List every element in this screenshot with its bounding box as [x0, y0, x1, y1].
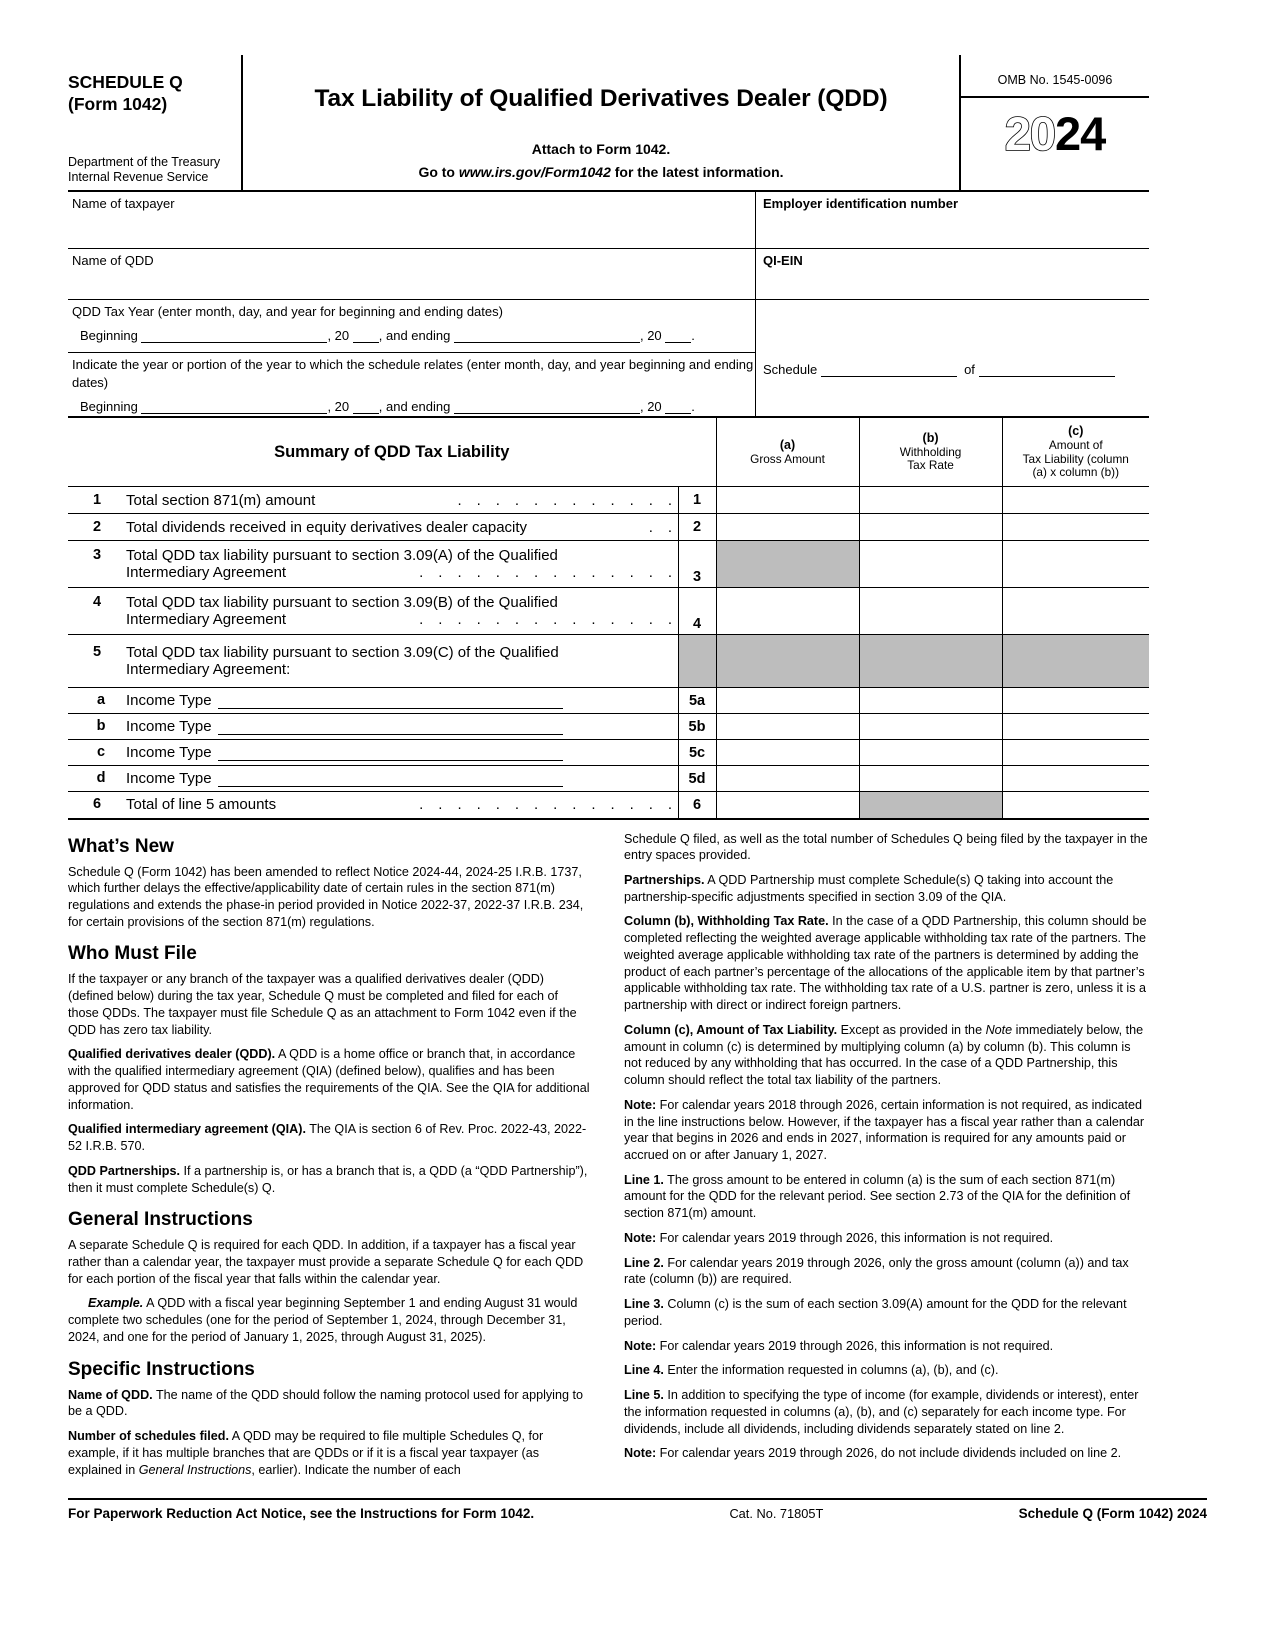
summary-title: Summary of QDD Tax Liability	[274, 442, 510, 461]
line-6-text: Total of line 5 amounts	[126, 796, 277, 814]
line-5d-index: d	[96, 770, 106, 786]
line-5d-col-c[interactable]	[1002, 766, 1149, 792]
who-must-file-heading: Who Must File	[68, 943, 197, 965]
dept-line-1: Department of the Treasury	[68, 154, 221, 169]
table-row	[68, 766, 1149, 792]
general-instructions-paragraph: A separate Schedule Q is required for each QDD. In addition, if a taxpayer has a fiscal year rather than a calendar year, the taxpayer must provide a separate Schedule Q for each QDD for each portion of the fiscal year that falls within the calendar year.	[68, 1238, 584, 1286]
line-4-instruction	[624, 1362, 1148, 1379]
line-3-number: 3	[678, 541, 716, 588]
line-5-text-1: Total QDD tax liability pursuant to section 3.09(C) of the Qualified	[126, 644, 559, 661]
column-b-label-2: Tax Rate	[907, 458, 954, 473]
line-3-col-c[interactable]	[1002, 541, 1149, 588]
qia-definition-text: The QIA is section 6 of Rev. Proc. 2022-43, 2022-52 I.R.B. 570.	[68, 1122, 587, 1154]
note-2-term: Note:	[624, 1230, 657, 1245]
line-4-text-row-1	[68, 594, 678, 611]
line-5d-income-type-blank[interactable]	[218, 771, 563, 787]
catalog-number: Cat. No. 71805T	[729, 1506, 824, 1521]
beginning-year-blank[interactable]	[353, 330, 379, 343]
form-footer	[68, 1498, 1207, 1521]
column-b-text: In the case of a QDD Partnership, this column should be completed reflecting the weighted average applicable withholding tax rate of the partners. The weighted average applicable withholding tax rate of the partners is determined by adding the product of each partner’s percentage of the allocations of the applicable item by that partner’s applicable withholding tax rate. The withholding tax rate of a U.S. partner is zero, unless it is a partnership with direct or indirect foreign partners.	[624, 914, 1147, 1013]
line-5c-text: Income Type	[126, 744, 212, 761]
instructions-left-column	[68, 831, 592, 1487]
note-3-term: Note:	[624, 1338, 657, 1353]
table-row	[68, 740, 1149, 766]
line-6-description	[68, 792, 678, 819]
qdd-tax-year-label: QDD Tax Year (enter month, day, and year for beginning and ending dates)	[72, 304, 503, 319]
qi-ein-cell[interactable]	[756, 249, 1149, 299]
partnerships-text: A QDD Partnership must complete Schedule(s) Q taking into account the partnership-specific adjustments specified in section 3.09 of the QIA.	[624, 872, 1114, 904]
line-5a-col-c[interactable]	[1002, 688, 1149, 714]
form-page	[68, 55, 1149, 1486]
number-of-schedules-text: A QDD may be required to file multiple Schedules Q, for example, if it has multiple branches that are QDDs or if it is a fiscal year taxpayer (as explained in	[68, 1429, 544, 1477]
ending-date-blank[interactable]	[454, 330, 640, 343]
line-5b-description	[68, 714, 678, 740]
header-right-block	[961, 55, 1149, 190]
column-b-paragraph	[624, 913, 1148, 1013]
line-3-dots: . . . . . . . . . . . . . .	[419, 564, 678, 581]
column-c-text-1: Except as provided in the	[837, 1022, 986, 1037]
note-1-term: Note:	[624, 1097, 657, 1112]
line-3-term: Line 3.	[624, 1297, 664, 1312]
qdd-partnerships-term: QDD Partnerships.	[68, 1163, 180, 1178]
table-header-row	[68, 418, 1149, 487]
line-5a-index: a	[96, 692, 106, 708]
column-c-letter: (c)	[1068, 423, 1084, 438]
line-4-index: 4	[92, 594, 102, 610]
table-row	[68, 514, 1149, 541]
name-of-qdd-paragraph	[68, 1387, 592, 1420]
header-title-block	[243, 55, 961, 190]
line-2-col-b[interactable]	[859, 514, 1002, 541]
line-5d-text: Income Type	[126, 770, 212, 787]
column-c-note-italic: Note	[985, 1022, 1013, 1037]
line-6-col-c[interactable]	[1002, 792, 1149, 819]
ending-date-blank-2[interactable]	[454, 401, 640, 414]
year-prefix: 20	[1004, 107, 1055, 160]
line-5-instruction-text: In addition to specifying the type of income (for example, dividends or interest), enter the information requested in columns (a), (b), and (c) separately for each income type. For dividends, include all dividends, including dividends separately stated on line 2.	[624, 1388, 1139, 1436]
specific-instructions-heading: Specific Instructions	[68, 1358, 255, 1380]
line-3-instruction-text: Column (c) is the sum of each section 3.09(A) amount for the QDD for the relevant period.	[624, 1297, 1127, 1328]
line-2-dots: . .	[648, 518, 678, 536]
line-2-text: Total dividends received in equity derivatives dealer capacity	[126, 518, 528, 536]
whats-new-paragraph: Schedule Q (Form 1042) has been amended to reflect Notice 2024-44, 2024-25 I.R.B. 1737, which further delays the effective/applicability date of certain rules in the section 871(m) regulations and extends the phase-in period provided in Notice 2022-37, 2022-37 I.R.B. 234, for certain provisions of the section 871(m) regulations.	[68, 864, 584, 929]
form-header	[68, 55, 1149, 192]
example-text: A QDD with a fiscal year beginning September 1 and ending August 31 would complete two schedules (one for the period of September 1, 2024, through December 31, 2024, and one for the period of January 1, 2025, through August 31, 2025).	[68, 1296, 578, 1344]
line-5c-number: 5c	[678, 740, 716, 766]
line-1-col-b[interactable]	[859, 487, 1002, 514]
line-5-index: 5	[92, 644, 102, 660]
schedule-of-line[interactable]	[763, 362, 1115, 377]
number-of-schedules-term: Number of schedules filed.	[68, 1429, 229, 1444]
beginning-year-blank-2[interactable]	[353, 401, 379, 414]
note-4-paragraph	[624, 1445, 1148, 1462]
of-word: of	[964, 362, 975, 377]
instructions-right-column	[624, 831, 1148, 1487]
line-4-text-1: Total QDD tax liability pursuant to section 3.09(B) of the Qualified	[126, 594, 558, 611]
line-5-term: Line 5.	[624, 1388, 664, 1403]
line-2-instruction	[624, 1255, 1148, 1288]
goto-suffix: for the latest information.	[610, 164, 784, 180]
line-4-text-row-2	[68, 611, 678, 628]
line-3-col-b[interactable]	[859, 541, 1002, 588]
taxpayer-name-label: Name of taxpayer	[72, 196, 175, 211]
line-3-description	[68, 541, 678, 588]
whats-new-heading: What’s New	[68, 835, 174, 857]
ending-year-blank[interactable]	[665, 330, 691, 343]
line-4-text-2: Intermediary Agreement	[126, 611, 287, 628]
column-c-label-3: (a) x column (b))	[1032, 465, 1120, 480]
column-c-term: Column (c), Amount of Tax Liability.	[624, 1022, 838, 1037]
dates-left-column	[68, 300, 756, 416]
line-5a-description	[68, 688, 678, 714]
schedule-number-blank[interactable]	[821, 364, 957, 377]
qdd-tax-liability-table	[68, 418, 1149, 820]
qdd-name-row	[68, 249, 1149, 300]
qdd-name-label: Name of QDD	[72, 253, 154, 268]
line-2-term: Line 2.	[624, 1255, 664, 1270]
line-5a-number: 5a	[678, 688, 716, 714]
omb-number: OMB No. 1545-0096	[961, 55, 1149, 98]
column-c-label-2: Tax Liability (column	[1022, 451, 1129, 466]
irs-url[interactable]: www.irs.gov/Form1042	[458, 164, 611, 180]
qia-definition-paragraph	[68, 1121, 592, 1154]
attach-instruction: Attach to Form 1042.	[531, 141, 671, 157]
qi-ein-label: QI-EIN	[763, 253, 803, 268]
schedule-of-cell	[756, 300, 1149, 416]
department-block	[68, 155, 220, 186]
partnerships-paragraph	[624, 872, 1148, 905]
ending-label: , and ending	[378, 328, 451, 343]
line-5-col-b	[859, 635, 1002, 688]
line-1-instruction-text: The gross amount to be entered in column (a) is the sum of each section 871(m) amount for the QDD for the relevant period. See section 2.73 of the QIA for the definition of section 871(m) amount.	[624, 1172, 1131, 1221]
period-a: .	[691, 328, 695, 343]
line-4-instruction-text: Enter the information requested in columns (a), (b), and (c).	[663, 1363, 999, 1378]
name-of-qdd-text: The name of the QDD should follow the naming protocol used for applying to be a QDD.	[68, 1387, 583, 1419]
line-2-index: 2	[92, 518, 102, 535]
line-5a-col-b[interactable]	[859, 688, 1002, 714]
line-5b-index: b	[96, 718, 106, 734]
note-3-text: For calendar years 2019 through 2026, this information is not required.	[656, 1338, 1054, 1353]
example-paragraph	[68, 1295, 592, 1345]
indicate-year-label: Indicate the year or portion of the year to which the schedule relates (enter month, day, and year beginning and ending dates)	[72, 357, 754, 390]
taxpayer-name-cell[interactable]	[68, 192, 756, 248]
line-2-col-a[interactable]	[716, 514, 859, 541]
column-a-letter: (a)	[779, 437, 796, 452]
line-5c-col-c[interactable]	[1002, 740, 1149, 766]
qdd-tax-year-box	[68, 300, 755, 353]
line-4-term: Line 4.	[624, 1363, 664, 1378]
ending-year-prefix: , 20	[639, 328, 662, 343]
line-5-description	[68, 635, 678, 688]
line-5a-col-a[interactable]	[716, 688, 859, 714]
column-c-label-1: Amount of	[1048, 437, 1103, 452]
note-1-text: For calendar years 2018 through 2026, certain information is not required, as indicated in the line instructions below. However, if the taxpayer has a fiscal year rather than a calendar year that begins in 2026 and ends in 2027, information is required for any amounts paid or accrued on or after January 1, 2027.	[624, 1097, 1145, 1162]
line-3-text-row-2	[68, 564, 678, 581]
line-5c-col-a[interactable]	[716, 740, 859, 766]
line-5d-number: 5d	[678, 766, 716, 792]
schedule-word: Schedule	[763, 362, 818, 377]
header-left-block	[68, 55, 243, 190]
line-1-index: 1	[92, 491, 102, 508]
table-row	[68, 588, 1149, 635]
dept-line-2: Internal Revenue Service	[68, 170, 209, 185]
general-instructions-heading: General Instructions	[68, 1209, 253, 1231]
name-of-qdd-term: Name of QDD.	[68, 1387, 153, 1402]
goto-prefix: Go to	[418, 164, 459, 180]
line-5-text-2: Intermediary Agreement:	[126, 661, 291, 678]
line-5-col-a	[716, 635, 859, 688]
line-4-col-a[interactable]	[716, 588, 859, 635]
line-4-col-b[interactable]	[859, 588, 1002, 635]
line-3-text-1: Total QDD tax liability pursuant to section 3.09(A) of the Qualified	[126, 547, 558, 564]
line-1-col-c[interactable]	[1002, 487, 1149, 514]
note-4-term: Note:	[624, 1446, 657, 1461]
line-5-text-row-1	[68, 644, 678, 661]
column-c-paragraph	[624, 1022, 1148, 1089]
line-5a-income-type-blank[interactable]	[218, 693, 563, 709]
ein-cell[interactable]	[756, 192, 1149, 248]
line-6-index: 6	[92, 796, 102, 813]
line-5c-index: c	[96, 744, 106, 760]
line-6-dots: . . . . . . . . . . . . . .	[419, 796, 678, 814]
line-2-instruction-text: For calendar years 2019 through 2026, only the gross amount (column (a)) and tax rate (column (b)) are required.	[624, 1255, 1129, 1287]
table-row	[68, 635, 1149, 688]
line-6-col-a[interactable]	[716, 792, 859, 819]
page-title: Tax Liability of Qualified Derivatives Dealer (QDD)	[314, 85, 888, 112]
taxpayer-name-row	[68, 192, 1149, 249]
qdd-partnerships-text: If a partnership is, or has a branch that is, a QDD (a “QDD Partnership”), then it must complete Schedule(s) Q.	[68, 1163, 588, 1195]
line-4-col-c[interactable]	[1002, 588, 1149, 635]
who-must-file-paragraph: If the taxpayer or any branch of the taxpayer was a qualified derivatives dealer (QDD) (defined below) during the tax year, Schedule Q must be completed and filed for each of those QDDs. The taxpayer must file Schedule Q as an attachment to Form 1042 even if the QDD has zero tax liability.	[68, 972, 577, 1037]
continuation-paragraph: Schedule Q filed, as well as the total number of Schedules Q being filed by the taxpayer in the entry spaces provided.	[624, 831, 1148, 863]
line-4-number: 4	[678, 588, 716, 635]
qdd-definition-text: A QDD is a home office or branch that, in accordance with the qualified intermediary agreement (QIA) (defined below), qualifies and has been approved for QDD status and satisfies the requirements of the QIA. See the QIA for additional information.	[68, 1047, 590, 1112]
qdd-tax-year-entry-line[interactable]	[72, 328, 755, 343]
line-1-instruction	[624, 1172, 1148, 1222]
line-5b-number: 5b	[678, 714, 716, 740]
line-1-description	[68, 487, 678, 514]
line-1-number: 1	[678, 487, 716, 514]
line-6-col-b	[859, 792, 1002, 819]
line-4-dots: . . . . . . . . . . . . . .	[419, 611, 678, 628]
summary-title-cell	[68, 418, 716, 487]
note-3-paragraph	[624, 1338, 1148, 1355]
line-1-text: Total section 871(m) amount	[126, 491, 316, 509]
schedule-label: SCHEDULE Q	[68, 72, 183, 92]
schedule-total-blank[interactable]	[979, 364, 1115, 377]
number-of-schedules-italic: General Instructions	[138, 1462, 252, 1477]
note-2-text: For calendar years 2019 through 2026, this information is not required.	[656, 1230, 1054, 1245]
line-5d-col-a[interactable]	[716, 766, 859, 792]
beginning-year-prefix: , 20	[327, 328, 350, 343]
line-5b-col-a[interactable]	[716, 714, 859, 740]
form-footer-identifier: Schedule Q (Form 1042) 2024	[1018, 1506, 1207, 1521]
column-a-label: Gross Amount	[750, 451, 825, 466]
line-3-instruction	[624, 1296, 1148, 1329]
line-6-number: 6	[678, 792, 716, 819]
beginning-year-prefix-2: , 20	[327, 399, 350, 414]
note-1-paragraph	[624, 1097, 1148, 1164]
line-1-dots: . . . . . . . . . . . .	[457, 491, 678, 509]
line-5d-description	[68, 766, 678, 792]
qdd-definition-term: Qualified derivatives dealer (QDD).	[68, 1047, 276, 1062]
qdd-definition-paragraph	[68, 1046, 592, 1113]
table-row	[68, 688, 1149, 714]
line-5-text-row-2	[68, 661, 678, 678]
instructions-section	[68, 831, 1149, 1487]
ending-label-2: , and ending	[378, 399, 451, 414]
line-5b-col-b[interactable]	[859, 714, 1002, 740]
table-row	[68, 487, 1149, 514]
line-5c-description	[68, 740, 678, 766]
line-5-instruction	[624, 1387, 1148, 1437]
number-of-schedules-text-2: , earlier). Indicate the number of each	[251, 1462, 461, 1477]
year-suffix: 24	[1055, 107, 1106, 160]
table-row	[68, 714, 1149, 740]
line-5-number	[678, 635, 716, 688]
column-b-label-1: Withholding	[899, 444, 962, 459]
line-3-index: 3	[92, 547, 102, 563]
line-2-col-c[interactable]	[1002, 514, 1149, 541]
schedule-identifier	[68, 55, 233, 116]
line-3-col-a	[716, 541, 859, 588]
line-1-col-a[interactable]	[716, 487, 859, 514]
line-5b-col-c[interactable]	[1002, 714, 1149, 740]
table-row	[68, 792, 1149, 819]
line-5d-col-b[interactable]	[859, 766, 1002, 792]
ending-year-blank-2[interactable]	[665, 401, 691, 414]
line-3-text-row-1	[68, 547, 678, 564]
line-5-col-c	[1002, 635, 1149, 688]
line-5c-col-b[interactable]	[859, 740, 1002, 766]
note-4-text: For calendar years 2019 through 2026, do not include dividends included on line 2.	[656, 1446, 1122, 1461]
qia-definition-term: Qualified intermediary agreement (QIA).	[68, 1122, 306, 1137]
line-3-text-2: Intermediary Agreement	[126, 564, 287, 581]
ein-label: Employer identification number	[763, 196, 959, 211]
partnerships-term: Partnerships.	[624, 872, 705, 887]
beginning-label: Beginning	[80, 328, 138, 343]
number-of-schedules-paragraph	[68, 1428, 592, 1478]
line-4-description	[68, 588, 678, 635]
table-row	[68, 541, 1149, 588]
qdd-partnerships-paragraph	[68, 1163, 592, 1196]
beginning-label-2: Beginning	[80, 399, 138, 414]
column-b-term: Column (b), Withholding Tax Rate.	[624, 914, 829, 929]
line-5c-income-type-blank[interactable]	[218, 745, 563, 761]
qdd-name-cell[interactable]	[68, 249, 756, 299]
line-1-term: Line 1.	[624, 1172, 664, 1187]
website-instruction	[243, 164, 959, 180]
indicate-year-entry-line[interactable]	[72, 399, 755, 414]
column-c-header	[1002, 418, 1149, 487]
beginning-date-blank-2[interactable]	[141, 401, 327, 414]
line-5a-text: Income Type	[126, 692, 212, 709]
dates-block	[68, 300, 1149, 418]
line-2-description	[68, 514, 678, 541]
period-b: .	[691, 399, 695, 414]
example-term: Example.	[88, 1296, 144, 1311]
column-a-header	[716, 418, 859, 487]
note-2-paragraph	[624, 1230, 1148, 1247]
line-5b-income-type-blank[interactable]	[218, 719, 563, 735]
column-b-letter: (b)	[922, 430, 939, 445]
indicate-year-box	[68, 353, 755, 416]
column-c-text-2: immediately below, the amount in column (c) is determined by multiplying column (a) by column (b). This column is not reduced by any withholding that has occurred. In the case of a QDD Partnership, this column should reflect the total tax liability of the partners.	[624, 1022, 1144, 1088]
line-2-number: 2	[678, 514, 716, 541]
beginning-date-blank[interactable]	[141, 330, 327, 343]
tax-year	[961, 98, 1149, 160]
line-5b-text: Income Type	[126, 718, 212, 735]
column-b-header	[859, 418, 1002, 487]
form-label: (Form 1042)	[68, 93, 168, 114]
ending-year-prefix-2: , 20	[639, 399, 662, 414]
paperwork-notice: For Paperwork Reduction Act Notice, see the Instructions for Form 1042.	[68, 1506, 535, 1521]
